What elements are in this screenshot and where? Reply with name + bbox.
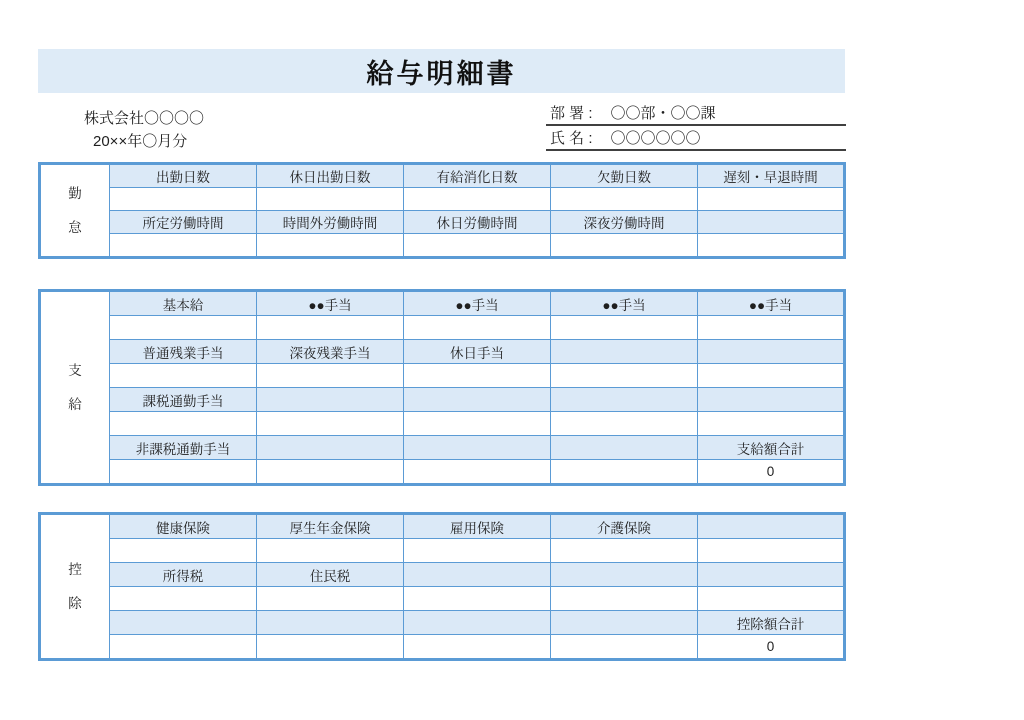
name-value: 〇〇〇〇〇〇 — [610, 130, 701, 147]
table-row — [40, 460, 845, 485]
pay-period: 20××年〇月分 — [93, 133, 188, 150]
section-label-char: 除 — [68, 596, 82, 611]
table-row — [40, 436, 845, 460]
company-name: 株式会社〇〇〇〇 — [84, 110, 205, 127]
value-cell — [404, 188, 551, 211]
name-label: 氏 名 : — [550, 130, 593, 147]
table-row — [40, 291, 845, 316]
header-filler-cell — [404, 436, 551, 460]
column-header-cell: 健康保険 — [110, 514, 257, 539]
value-cell — [110, 316, 257, 340]
value-cell — [404, 587, 551, 611]
column-header-cell: 時間外労働時間 — [257, 211, 404, 234]
deduction-table — [38, 512, 846, 661]
header-filler-cell — [551, 436, 698, 460]
total-value-cell: 0 — [698, 635, 845, 660]
column-header-cell: ●●手当 — [698, 291, 845, 316]
value-cell — [110, 364, 257, 388]
column-header-cell: ●●手当 — [551, 291, 698, 316]
value-cell — [257, 539, 404, 563]
value-cell — [257, 364, 404, 388]
header-filler-cell — [698, 514, 845, 539]
value-cell — [551, 234, 698, 258]
value-cell — [404, 364, 551, 388]
section-label-char: 怠 — [68, 220, 82, 235]
table-row — [40, 188, 845, 211]
table-row — [40, 412, 845, 436]
value-cell — [404, 234, 551, 258]
total-label-cell: 支給額合計 — [698, 436, 845, 460]
header-filler-cell — [698, 340, 845, 364]
column-header-cell: 雇用保険 — [404, 514, 551, 539]
column-header-cell: 欠勤日数 — [551, 164, 698, 188]
column-header-cell: 住民税 — [257, 563, 404, 587]
value-cell — [551, 635, 698, 660]
table-row — [40, 563, 845, 587]
column-header-cell: 介護保険 — [551, 514, 698, 539]
value-cell — [257, 635, 404, 660]
value-cell — [698, 316, 845, 340]
table-row — [40, 164, 845, 188]
payment-section — [38, 289, 845, 486]
column-header-cell: ●●手当 — [257, 291, 404, 316]
table-row — [40, 234, 845, 258]
value-cell — [404, 412, 551, 436]
value-cell — [110, 412, 257, 436]
payment-table — [38, 289, 846, 486]
table-row — [40, 539, 845, 563]
value-cell — [698, 587, 845, 611]
name-field — [546, 126, 846, 151]
value-cell — [698, 412, 845, 436]
table-row — [40, 635, 845, 660]
column-header-cell: 有給消化日数 — [404, 164, 551, 188]
value-cell — [404, 316, 551, 340]
value-cell — [551, 539, 698, 563]
column-header-cell: 深夜残業手当 — [257, 340, 404, 364]
value-cell — [551, 188, 698, 211]
section-label-char: 勤 — [68, 185, 82, 201]
value-cell — [551, 316, 698, 340]
value-cell — [698, 234, 845, 258]
value-cell — [110, 234, 257, 258]
column-header-cell: ●●手当 — [404, 291, 551, 316]
document-title: 給与明細書 — [366, 58, 517, 89]
document-title-band — [38, 49, 845, 93]
table-row — [40, 316, 845, 340]
value-cell — [404, 460, 551, 485]
value-cell — [551, 587, 698, 611]
column-header-cell: 基本給 — [110, 291, 257, 316]
value-cell — [257, 460, 404, 485]
header-filler-cell — [110, 611, 257, 635]
section-label-char: 支 — [68, 362, 82, 378]
value-cell — [551, 460, 698, 485]
header-filler-cell — [551, 340, 698, 364]
value-cell — [698, 188, 845, 211]
header-filler-cell — [698, 563, 845, 587]
section-label-kintai — [40, 164, 110, 258]
column-header-cell: 課税通勤手当 — [110, 388, 257, 412]
column-header-cell: 深夜労働時間 — [551, 211, 698, 234]
value-cell — [257, 412, 404, 436]
attendance-section — [38, 162, 845, 259]
section-label-char: 給 — [68, 397, 82, 412]
table-row — [40, 611, 845, 635]
column-header-cell: 厚生年金保険 — [257, 514, 404, 539]
column-header-cell: 所得税 — [110, 563, 257, 587]
value-cell — [110, 460, 257, 485]
header-filler-cell — [698, 388, 845, 412]
value-cell — [257, 587, 404, 611]
department-field — [546, 101, 846, 126]
table-row — [40, 388, 845, 412]
column-header-cell: 休日手当 — [404, 340, 551, 364]
value-cell — [551, 412, 698, 436]
header-filler-cell — [698, 211, 845, 234]
column-header-cell: 所定労働時間 — [110, 211, 257, 234]
department-label: 部 署 : — [550, 105, 593, 122]
value-cell — [110, 635, 257, 660]
value-cell — [698, 364, 845, 388]
header-filler-cell — [404, 388, 551, 412]
table-row — [40, 211, 845, 234]
table-row — [40, 514, 845, 539]
value-cell — [404, 635, 551, 660]
total-label-cell: 控除額合計 — [698, 611, 845, 635]
employee-fields — [546, 101, 846, 151]
column-header-cell: 普通残業手当 — [110, 340, 257, 364]
column-header-cell: 休日労働時間 — [404, 211, 551, 234]
header-filler-cell — [404, 611, 551, 635]
column-header-cell: 出勤日数 — [110, 164, 257, 188]
header-filler-cell — [551, 388, 698, 412]
section-label-char: 控 — [68, 561, 82, 577]
table-row — [40, 587, 845, 611]
header-filler-cell — [257, 436, 404, 460]
value-cell — [110, 539, 257, 563]
header-filler-cell — [551, 611, 698, 635]
column-header-cell: 遅刻・早退時間 — [698, 164, 845, 188]
section-label-kojo — [40, 514, 110, 660]
value-cell — [257, 188, 404, 211]
value-cell — [257, 316, 404, 340]
table-row — [40, 340, 845, 364]
value-cell — [551, 364, 698, 388]
column-header-cell: 休日出勤日数 — [257, 164, 404, 188]
value-cell — [110, 188, 257, 211]
header-filler-cell — [257, 388, 404, 412]
header-filler-cell — [257, 611, 404, 635]
value-cell — [257, 234, 404, 258]
table-row — [40, 364, 845, 388]
deduction-section — [38, 512, 845, 661]
column-header-cell: 非課税通勤手当 — [110, 436, 257, 460]
header-filler-cell — [404, 563, 551, 587]
header-filler-cell — [551, 563, 698, 587]
value-cell — [404, 539, 551, 563]
total-value-cell: 0 — [698, 460, 845, 485]
section-label-shikyu — [40, 291, 110, 485]
value-cell — [110, 587, 257, 611]
attendance-table — [38, 162, 846, 259]
value-cell — [698, 539, 845, 563]
department-value: 〇〇部・〇〇課 — [610, 105, 716, 122]
